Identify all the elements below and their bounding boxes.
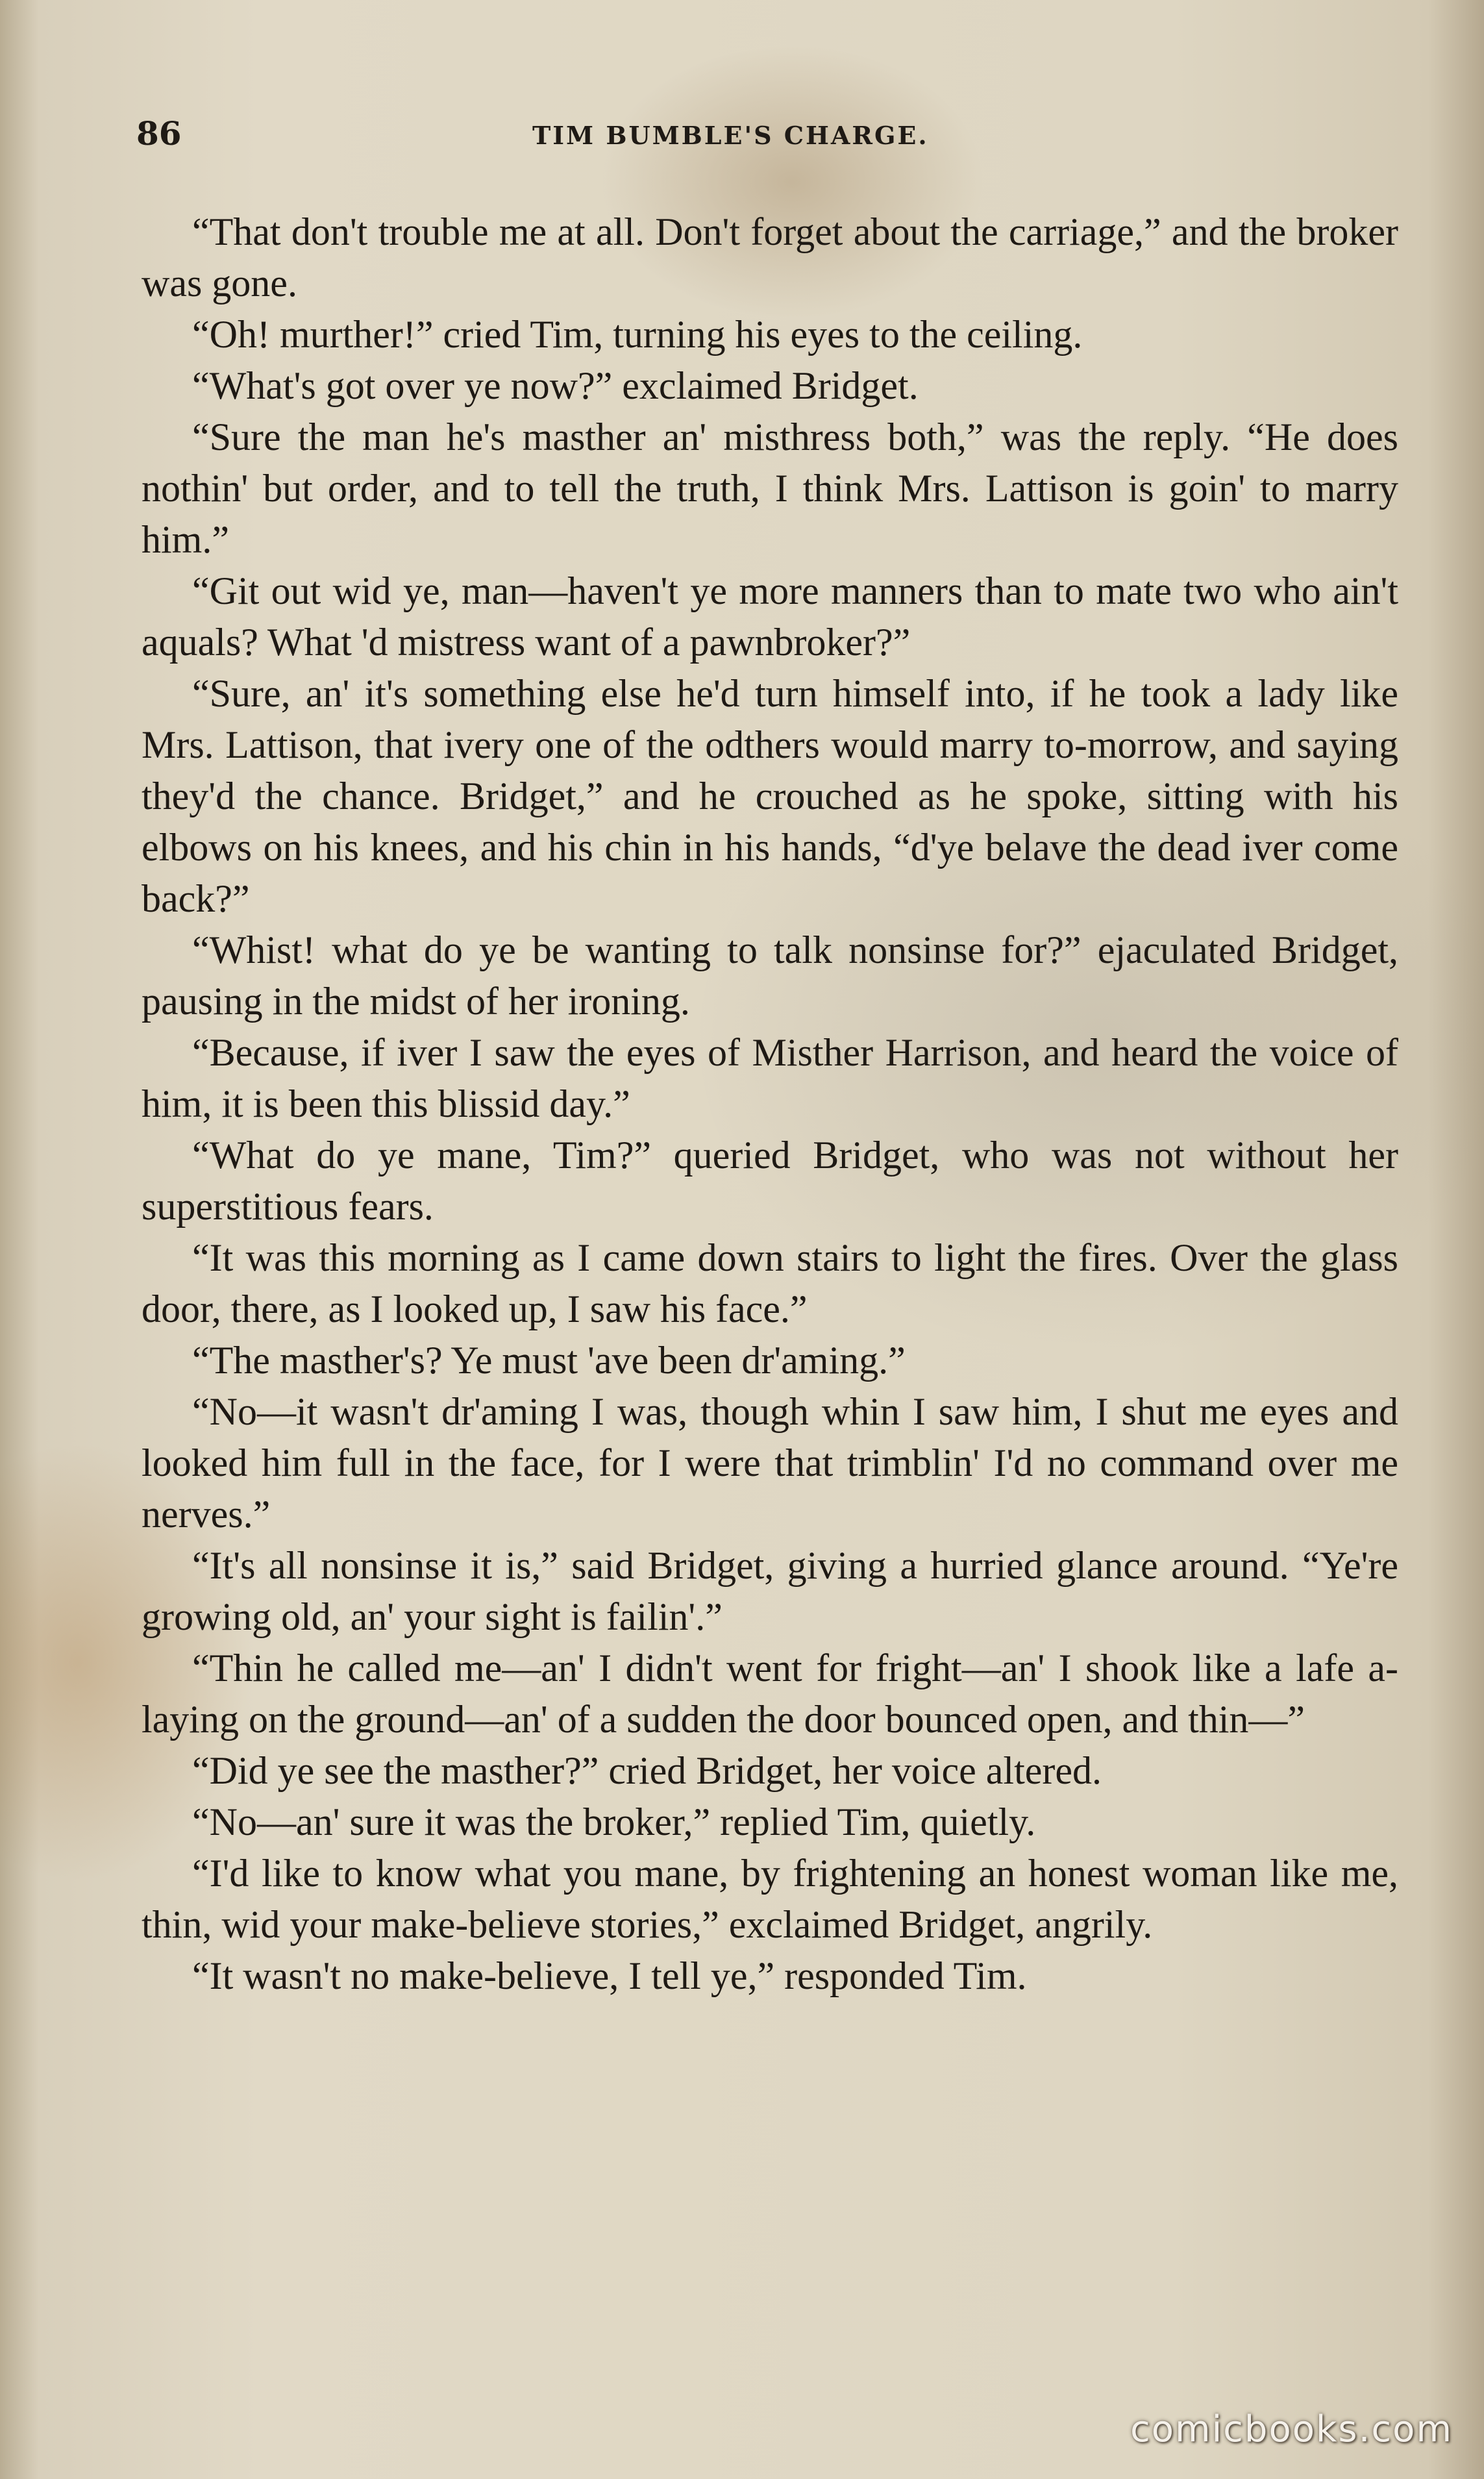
running-title: TIM BUMBLE'S CHARGE. [532, 121, 929, 150]
paragraph: “Thin he called me—an' I didn't went for fright—an' I shook like a lafe a-laying on the ground—an' of a sudden the door bounced open, and thin—” [142, 1647, 1398, 1741]
paragraph: “No—an' sure it was the broker,” replied Tim, quietly. [192, 1800, 1036, 1843]
paragraph: “What's got over ye now?” exclaimed Bridget. [192, 364, 919, 407]
paragraph: “Because, if iver I saw the eyes of Misther Harrison, and heard the voice of him, it is been this blissid day.” [142, 1031, 1398, 1125]
paragraph: “What do ye mane, Tim?” queried Bridget, who was not without her superstitious fears. [142, 1134, 1398, 1228]
body-text [142, 206, 1398, 2002]
paragraph: “The masther's? Ye must 'ave been dr'aming.” [192, 1339, 906, 1382]
paragraph: “It was this morning as I came down stairs to light the fires. Over the glass door, there, as I looked up, I saw his face.” [142, 1236, 1398, 1330]
paragraph: “That don't trouble me at all. Don't forget about the carriage,” and the broker was gone. [142, 210, 1398, 305]
paragraph: “It's all nonsinse it is,” said Bridget, giving a hurried glance around. “Ye're growing old, an' your sight is failin'.” [142, 1544, 1398, 1638]
paragraph: “Did ye see the masther?” cried Bridget, her voice altered. [192, 1749, 1102, 1792]
running-head [0, 109, 1484, 174]
paragraph: “Oh! murther!” cried Tim, turning his eyes to the ceiling. [192, 313, 1083, 356]
page-number: 86 [136, 114, 182, 153]
paragraph: “Sure, an' it's something else he'd turn himself into, if he took a lady like Mrs. Lattison, that ivery one of the odthers would marry to-morrow, and saying they'd the chance. Bridget,” and he crouched as he spoke, sitting with his elbows on his knees, and his chin in his hands, “d'ye belave the dead iver come back?” [142, 672, 1398, 920]
paragraph: “I'd like to know what you mane, by frightening an honest woman like me, thin, wid your make-believe stories,” exclaimed Bridget, angrily. [142, 1852, 1398, 1946]
paragraph: “Whist! what do ye be wanting to talk nonsinse for?” ejaculated Bridget, pausing in the midst of her ironing. [142, 928, 1398, 1023]
watermark: comicbooks.com [1130, 2408, 1453, 2450]
paragraph: “Sure the man he's masther an' misthress both,” was the reply. “He does nothin' but order, and to tell the truth, I think Mrs. Lattison is goin' to marry him.” [142, 416, 1398, 561]
paragraph: “No—it wasn't dr'aming I was, though whin I saw him, I shut me eyes and looked him full in the face, for I were that trimblin' I'd no command over me nerves.” [142, 1390, 1398, 1536]
paragraph: “It wasn't no make-believe, I tell ye,” responded Tim. [192, 1954, 1027, 1997]
paragraph: “Git out wid ye, man—haven't ye more manners than to mate two who ain't aquals? What 'd mistress want of a pawnbroker?” [142, 569, 1398, 664]
